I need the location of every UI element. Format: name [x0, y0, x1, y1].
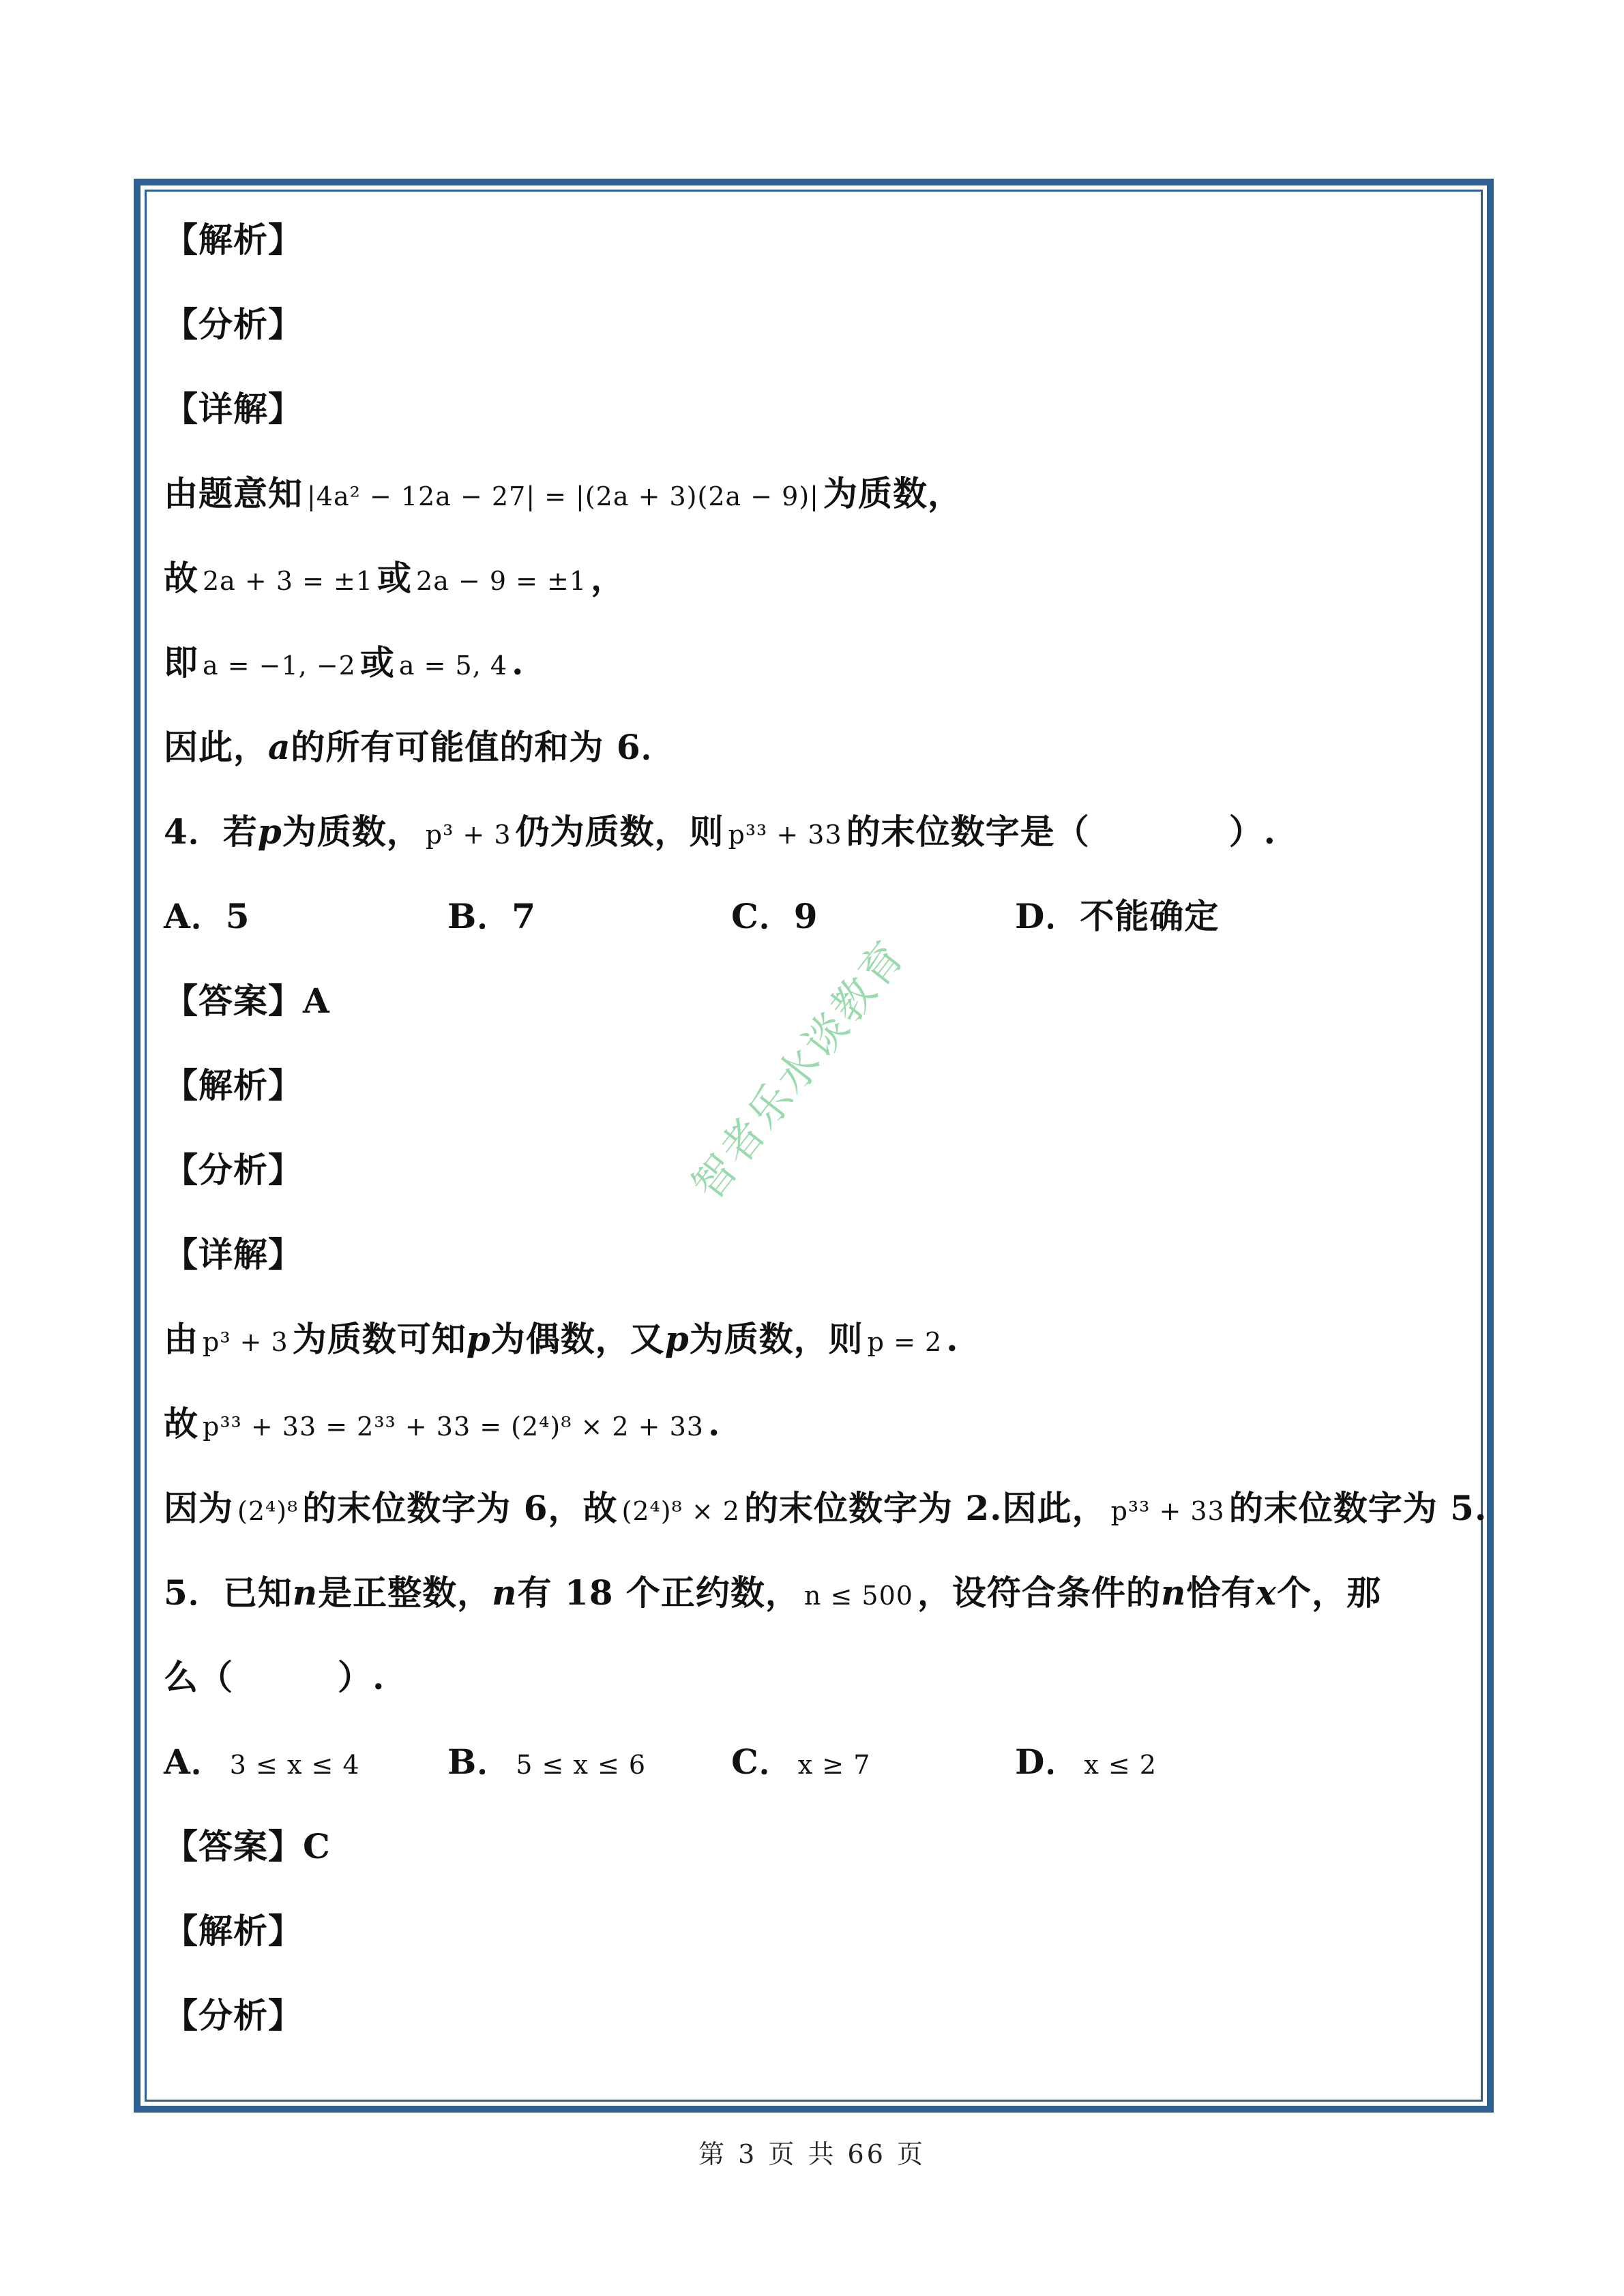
- variable: n: [492, 1572, 518, 1613]
- q4-answer: 【答案】A: [164, 981, 330, 1021]
- q5-options: [164, 1720, 1473, 1804]
- document-body: [164, 198, 1488, 2058]
- formula: p³ + 3: [425, 820, 512, 850]
- section-fenxi: 【分析】: [164, 1995, 303, 2036]
- variable: x: [1256, 1572, 1278, 1613]
- text: 的末位数字是（ ）.: [846, 811, 1277, 852]
- section-fenxi: 【分析】: [164, 304, 303, 344]
- formula: 2a − 9 = ±1: [416, 566, 587, 596]
- variable: n: [292, 1572, 319, 1613]
- formula: p³³ + 33: [728, 820, 842, 850]
- formula: 2a + 3 = ±1: [203, 566, 374, 596]
- q5-stem-line-1: [164, 1551, 1473, 1635]
- q3-step-3: [164, 621, 1473, 705]
- option-label: A．: [164, 1742, 226, 1782]
- text: 5．已知: [164, 1572, 293, 1613]
- option-a: [164, 1720, 447, 1804]
- q4-step-2: [164, 1382, 1473, 1466]
- text: 仍为质数，则: [515, 811, 724, 852]
- option-label: D．: [1015, 1742, 1080, 1782]
- watermark: 智者乐水谈教育: [682, 929, 916, 1209]
- section-xiangjie: 【详解】: [164, 389, 303, 429]
- formula: p³³ + 33 = 2³³ + 33 = (2⁴)⁸ × 2 + 33: [203, 1412, 704, 1442]
- option-b: [447, 1720, 731, 1804]
- formula: p = 2: [867, 1327, 943, 1357]
- variable: p: [664, 1319, 690, 1359]
- text: 的末位数字为 5.: [1228, 1488, 1488, 1528]
- formula: a = 5, 4: [398, 651, 508, 681]
- text: 个，那: [1277, 1572, 1382, 1613]
- formula: p³³ + 33: [1110, 1496, 1225, 1526]
- text: 即: [164, 642, 198, 683]
- text: 为质数，: [823, 473, 962, 513]
- section-jiexi: 【解析】: [164, 1911, 303, 1951]
- text: 为质数，: [282, 811, 422, 852]
- q4-step-3: [164, 1466, 1488, 1551]
- section-fenxi: 【分析】: [164, 1150, 303, 1190]
- q5-answer: 【答案】C: [164, 1826, 331, 1866]
- q4-step-1: [164, 1297, 1473, 1382]
- text: 由题意知: [164, 473, 303, 513]
- option-a: A．5: [164, 896, 250, 936]
- formula: p³ + 3: [203, 1327, 289, 1357]
- q5-stem-line-2: 么（ ）.: [164, 1657, 385, 1697]
- q3-step-1: [164, 451, 1473, 536]
- q4-options: [164, 874, 1473, 959]
- option-label: B．: [447, 1742, 512, 1782]
- text: .: [707, 1403, 721, 1444]
- text: 由: [164, 1319, 198, 1359]
- q3-conclusion: [164, 705, 1473, 790]
- option-c: C．9: [731, 896, 818, 936]
- variable: a: [268, 727, 291, 767]
- option-c: [731, 1720, 1015, 1804]
- formula: 3 ≤ x ≤ 4: [229, 1750, 360, 1780]
- text: 的所有可能值的和为 6．: [291, 727, 676, 767]
- variable: n: [1160, 1572, 1187, 1613]
- text: 或: [359, 642, 395, 683]
- formula: n ≤ 500: [803, 1581, 913, 1611]
- text: 为偶数，又: [490, 1319, 665, 1359]
- q3-step-2: [164, 536, 1473, 621]
- formula: x ≥ 7: [797, 1750, 871, 1780]
- option-d: [1015, 1720, 1299, 1804]
- text: 为质数，则: [689, 1319, 863, 1359]
- option-d: D．不能确定: [1015, 896, 1220, 936]
- formula: (2⁴)⁸: [237, 1496, 299, 1526]
- text: 因为: [164, 1488, 233, 1528]
- text: .: [946, 1319, 959, 1359]
- section-jiexi: 【解析】: [164, 220, 303, 260]
- formula: 5 ≤ x ≤ 6: [516, 1750, 647, 1780]
- variable: p: [257, 811, 282, 852]
- text: 的末位数字为 2.因此，: [743, 1488, 1107, 1528]
- text: 4．若: [164, 811, 258, 852]
- text: 为质数可知: [292, 1319, 467, 1359]
- page-footer: 第 3 页 共 66 页: [698, 2139, 926, 2169]
- text: 或: [377, 558, 413, 598]
- text: ，: [591, 558, 626, 598]
- formula-abs: |4a² − 12a − 27| = |(2a + 3)(2a − 9)|: [307, 481, 819, 511]
- section-jiexi: 【解析】: [164, 1065, 303, 1105]
- text: 故: [164, 558, 198, 598]
- section-xiangjie: 【详解】: [164, 1234, 303, 1274]
- text: 是正整数，: [318, 1572, 492, 1613]
- variable: p: [466, 1319, 491, 1359]
- text: 有 18 个正约数，: [517, 1572, 800, 1613]
- q4-stem: [164, 790, 1473, 874]
- text: ，设符合条件的: [917, 1572, 1161, 1613]
- formula: x ≤ 2: [1084, 1750, 1157, 1780]
- formula: a = −1, −2: [203, 651, 356, 681]
- option-label: C．: [731, 1742, 794, 1782]
- text: 故: [164, 1403, 198, 1444]
- text: 的末位数字为 6，故: [302, 1488, 618, 1528]
- option-b: B．7: [447, 896, 537, 936]
- text: .: [512, 642, 525, 683]
- formula: (2⁴)⁸ × 2: [621, 1496, 740, 1526]
- text: 因此，: [164, 727, 268, 767]
- text: 恰有: [1186, 1572, 1256, 1613]
